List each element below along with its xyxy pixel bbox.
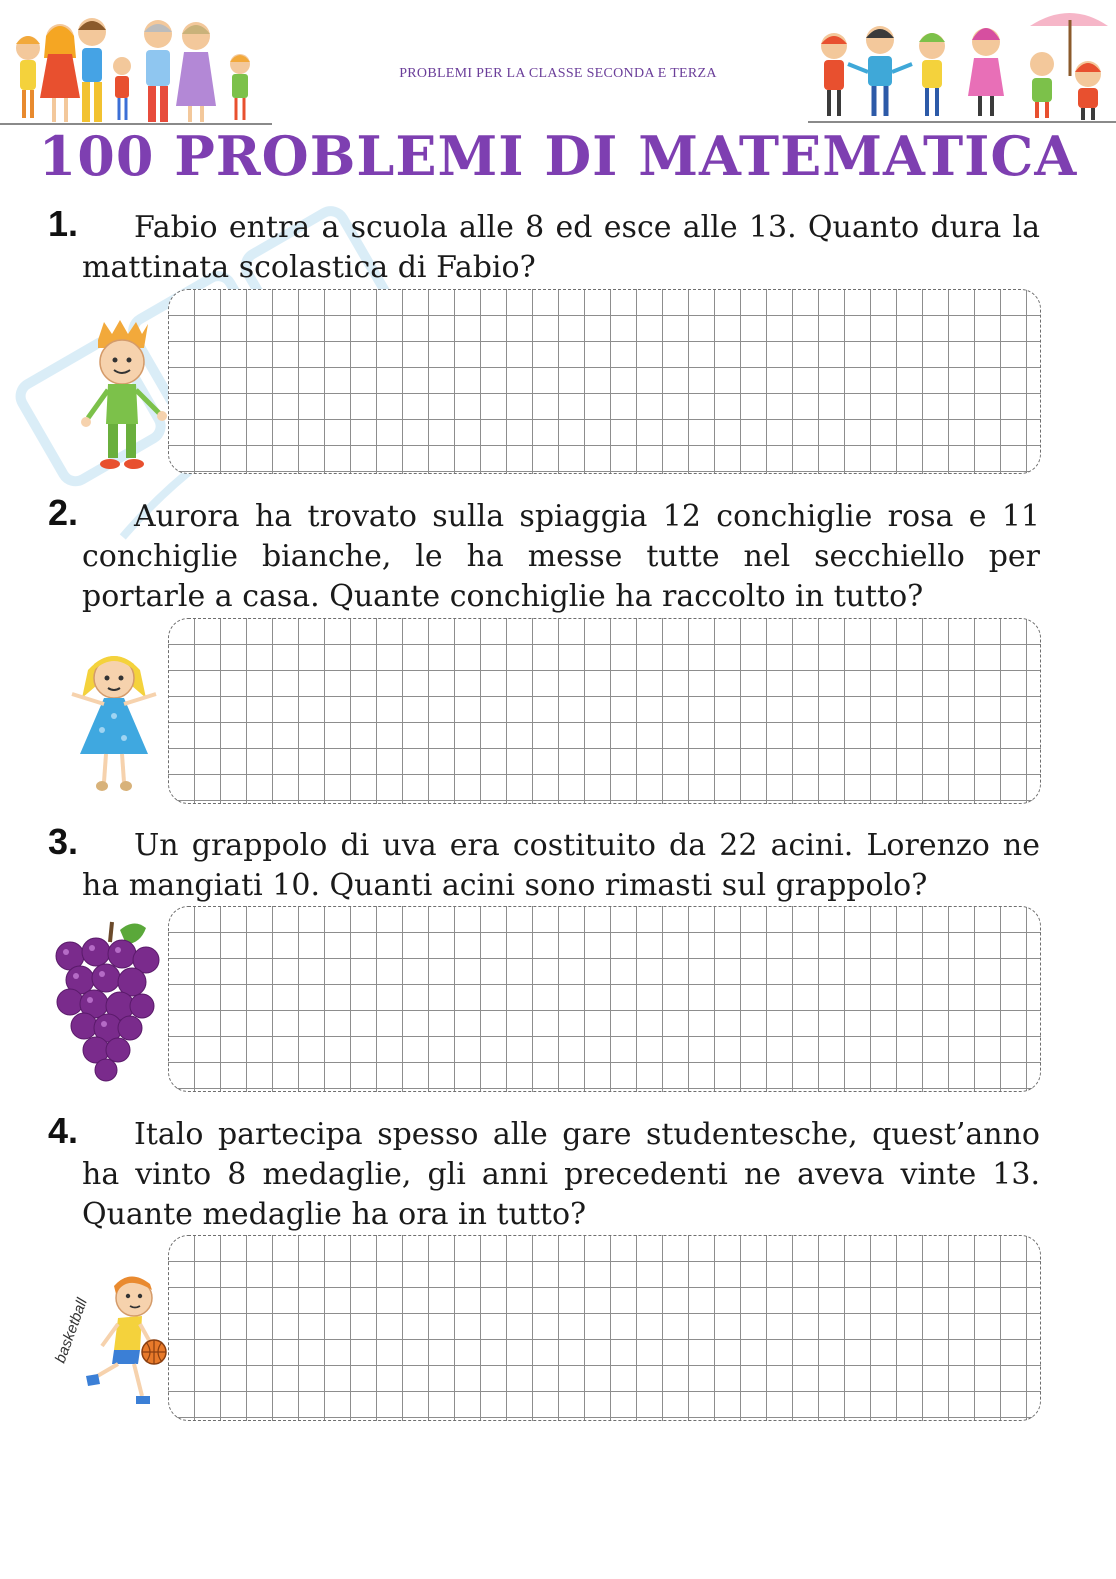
basketball-label: basketball [51, 1296, 91, 1366]
answer-grid-1[interactable] [168, 289, 1041, 474]
header-rule-right [808, 121, 1116, 123]
problem-1-text: Fabio entra a scuola alle 8 ed esce alle 13. Quanto dura la mattinata scolastica di Fabio? [82, 210, 1040, 285]
problem-4-number: 4. [48, 1110, 79, 1151]
girl-icon [66, 646, 162, 796]
children-illustration-icon [808, 6, 1113, 124]
answer-grid-2[interactable] [168, 618, 1041, 804]
basketball-player-icon [50, 1276, 170, 1406]
grapes-icon [50, 916, 162, 1082]
problem-4-text: Italo partecipa spesso alle gare studentesche, quest’anno ha vinto 8 medaglie, gli anni precedenti ne aveva vinte 13. Quante medaglie ha ora in tutto? [82, 1117, 1040, 1232]
page-title: 100 PROBLEMI DI MATEMATICA [38, 124, 1078, 188]
problem-1-number: 1. [48, 203, 79, 244]
problem-2-number: 2. [48, 492, 79, 533]
header-subtitle: PROBLEMI PER LA CLASSE SECONDA E TERZA [399, 66, 717, 81]
problem-3-text: Un grappolo di uva era costituito da 22 acini. Lorenzo ne ha mangiati 10. Quanti acini sono rimasti sul grappolo? [82, 828, 1040, 903]
answer-grid-3[interactable] [168, 906, 1041, 1092]
boy-icon [80, 318, 170, 473]
answer-grid-4[interactable] [168, 1235, 1041, 1421]
problem-3-number: 3. [48, 821, 79, 862]
problem-2-text: Aurora ha trovato sulla spiaggia 12 conchiglie rosa e 11 conchiglie bianche, le ha messe tutte nel secchiello per portarle a casa. Quante conchiglie ha raccolto in tutto? [82, 499, 1040, 614]
